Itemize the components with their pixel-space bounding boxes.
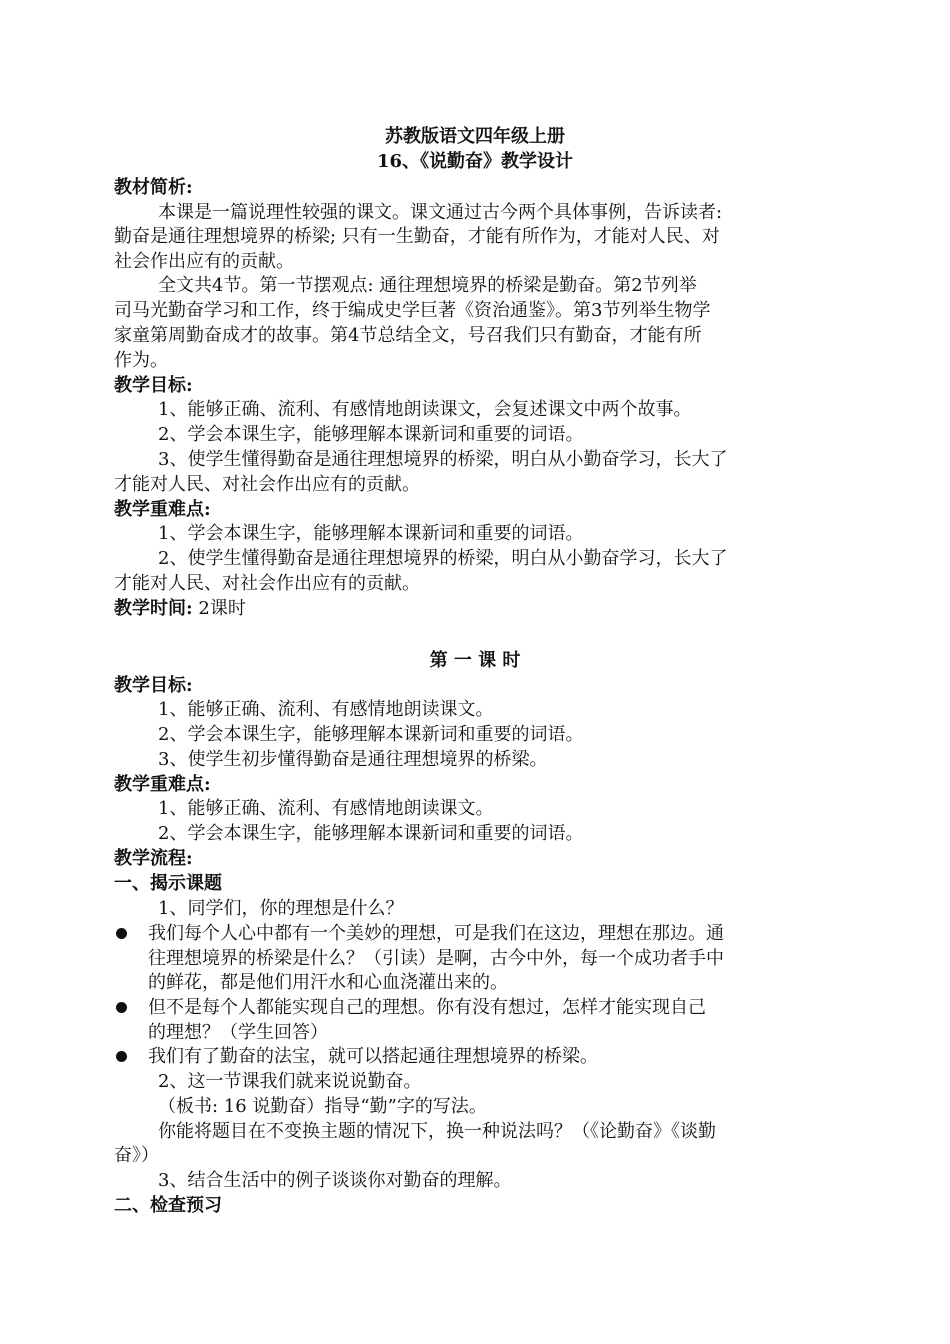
analysis-p1-line: 勤奋是通往理想境界的桥梁; 只有一生勤奋，才能有所作为，才能对人民、对 xyxy=(114,226,720,247)
lesson-goal-item: 1、能够正确、流利、有感情地朗读课文。 xyxy=(158,699,494,720)
question-line: 你能将题目在不变换主题的情况下，换一种说法吗？（《论勤奋》《谈勤 xyxy=(158,1121,716,1142)
bullet-line: 我们每个人心中都有一个美妙的理想，可是我们在这边，理想在那边。通 xyxy=(148,923,724,944)
lesson-key-heading: 教学重难点: xyxy=(114,774,211,795)
bullet-line: 往理想境界的桥梁是什么？（引读）是啊，古今中外，每一个成功者手中 xyxy=(148,948,724,969)
keypoints-heading: 教学重难点: xyxy=(114,499,211,520)
question-line: 3、结合生活中的例子谈谈你对勤奋的理解。 xyxy=(158,1170,512,1191)
doc-subtitle: 16、《说勤奋》教学设计 xyxy=(376,151,574,172)
bullet-line: 但不是每个人都能实现自己的理想。你有没有想过，怎样才能实现自己 xyxy=(148,997,706,1018)
bullet-line: 我们有了勤奋的法宝，就可以搭起通往理想境界的桥梁。 xyxy=(148,1046,598,1067)
keypoint-item: 1、学会本课生字，能够理解本课新词和重要的词语。 xyxy=(158,523,584,544)
lesson-heading: 第 一 课 时 xyxy=(429,650,521,671)
analysis-p2-line: 作为。 xyxy=(114,350,168,371)
bullet-icon xyxy=(116,928,127,939)
keypoint-item-cont: 才能对人民、对社会作出应有的贡献。 xyxy=(114,573,420,594)
keypoint-item: 2、使学生懂得勤奋是通往理想境界的桥梁，明白从小勤奋学习，长大了 xyxy=(158,548,728,569)
time-line xyxy=(114,597,246,621)
question-line: 2、这一节课我们就来说说勤奋。 xyxy=(158,1071,422,1092)
goals-heading: 教学目标: xyxy=(114,375,193,396)
bullet-line: 的理想？（学生回答） xyxy=(148,1022,328,1043)
analysis-p1-line: 本课是一篇说理性较强的课文。课文通过古今两个具体事例，告诉读者: xyxy=(158,202,723,223)
goal-item: 2、学会本课生字，能够理解本课新词和重要的词语。 xyxy=(158,424,584,445)
analysis-p2-line: 司马光勤奋学习和工作，终于编成史学巨著《资治通鉴》。第3节列举生物学 xyxy=(114,300,711,321)
lesson-goal-item: 3、使学生初步懂得勤奋是通往理想境界的桥梁。 xyxy=(158,749,548,770)
goal-item: 3、使学生懂得勤奋是通往理想境界的桥梁，明白从小勤奋学习，长大了 xyxy=(158,449,728,470)
flow-heading: 教学流程: xyxy=(114,848,193,869)
analysis-p2-line: 全文共4节。第一节摆观点: 通往理想境界的桥梁是勤奋。第2节列举 xyxy=(158,275,697,296)
bullet-line: 的鲜花，都是他们用汗水和心血浇灌出来的。 xyxy=(148,972,508,993)
question-line: 1、同学们，你的理想是什么？ xyxy=(158,898,404,919)
lesson-goals-heading: 教学目标: xyxy=(114,675,193,696)
time-value: 2课时 xyxy=(198,598,246,619)
doc-title: 苏教版语文四年级上册 xyxy=(385,126,565,147)
goal-item: 1、能够正确、流利、有感情地朗读课文，会复述课文中两个故事。 xyxy=(158,399,692,420)
lesson-key-item: 1、能够正确、流利、有感情地朗读课文。 xyxy=(158,798,494,819)
time-heading: 教学时间: xyxy=(114,598,193,619)
bullet-icon xyxy=(116,1051,127,1062)
lesson-goal-item: 2、学会本课生字，能够理解本课新词和重要的词语。 xyxy=(158,724,584,745)
section-heading: 一、揭示课题 xyxy=(114,873,222,894)
analysis-p1-line: 社会作出应有的贡献。 xyxy=(114,251,294,272)
lesson-key-item: 2、学会本课生字，能够理解本课新词和重要的词语。 xyxy=(158,823,584,844)
goal-item-cont: 才能对人民、对社会作出应有的贡献。 xyxy=(114,474,420,495)
bullet-icon xyxy=(116,1002,127,1013)
analysis-p2-line: 家童第周勤奋成才的故事。第4节总结全文，号召我们只有勤奋，才能有所 xyxy=(114,325,702,346)
board-line: （板书: 16 说勤奋）指导“勤”字的写法。 xyxy=(158,1096,487,1117)
section-heading: 二、检查预习 xyxy=(114,1195,222,1216)
question-line: 奋》） xyxy=(114,1145,159,1166)
analysis-heading: 教材简析: xyxy=(114,177,193,198)
